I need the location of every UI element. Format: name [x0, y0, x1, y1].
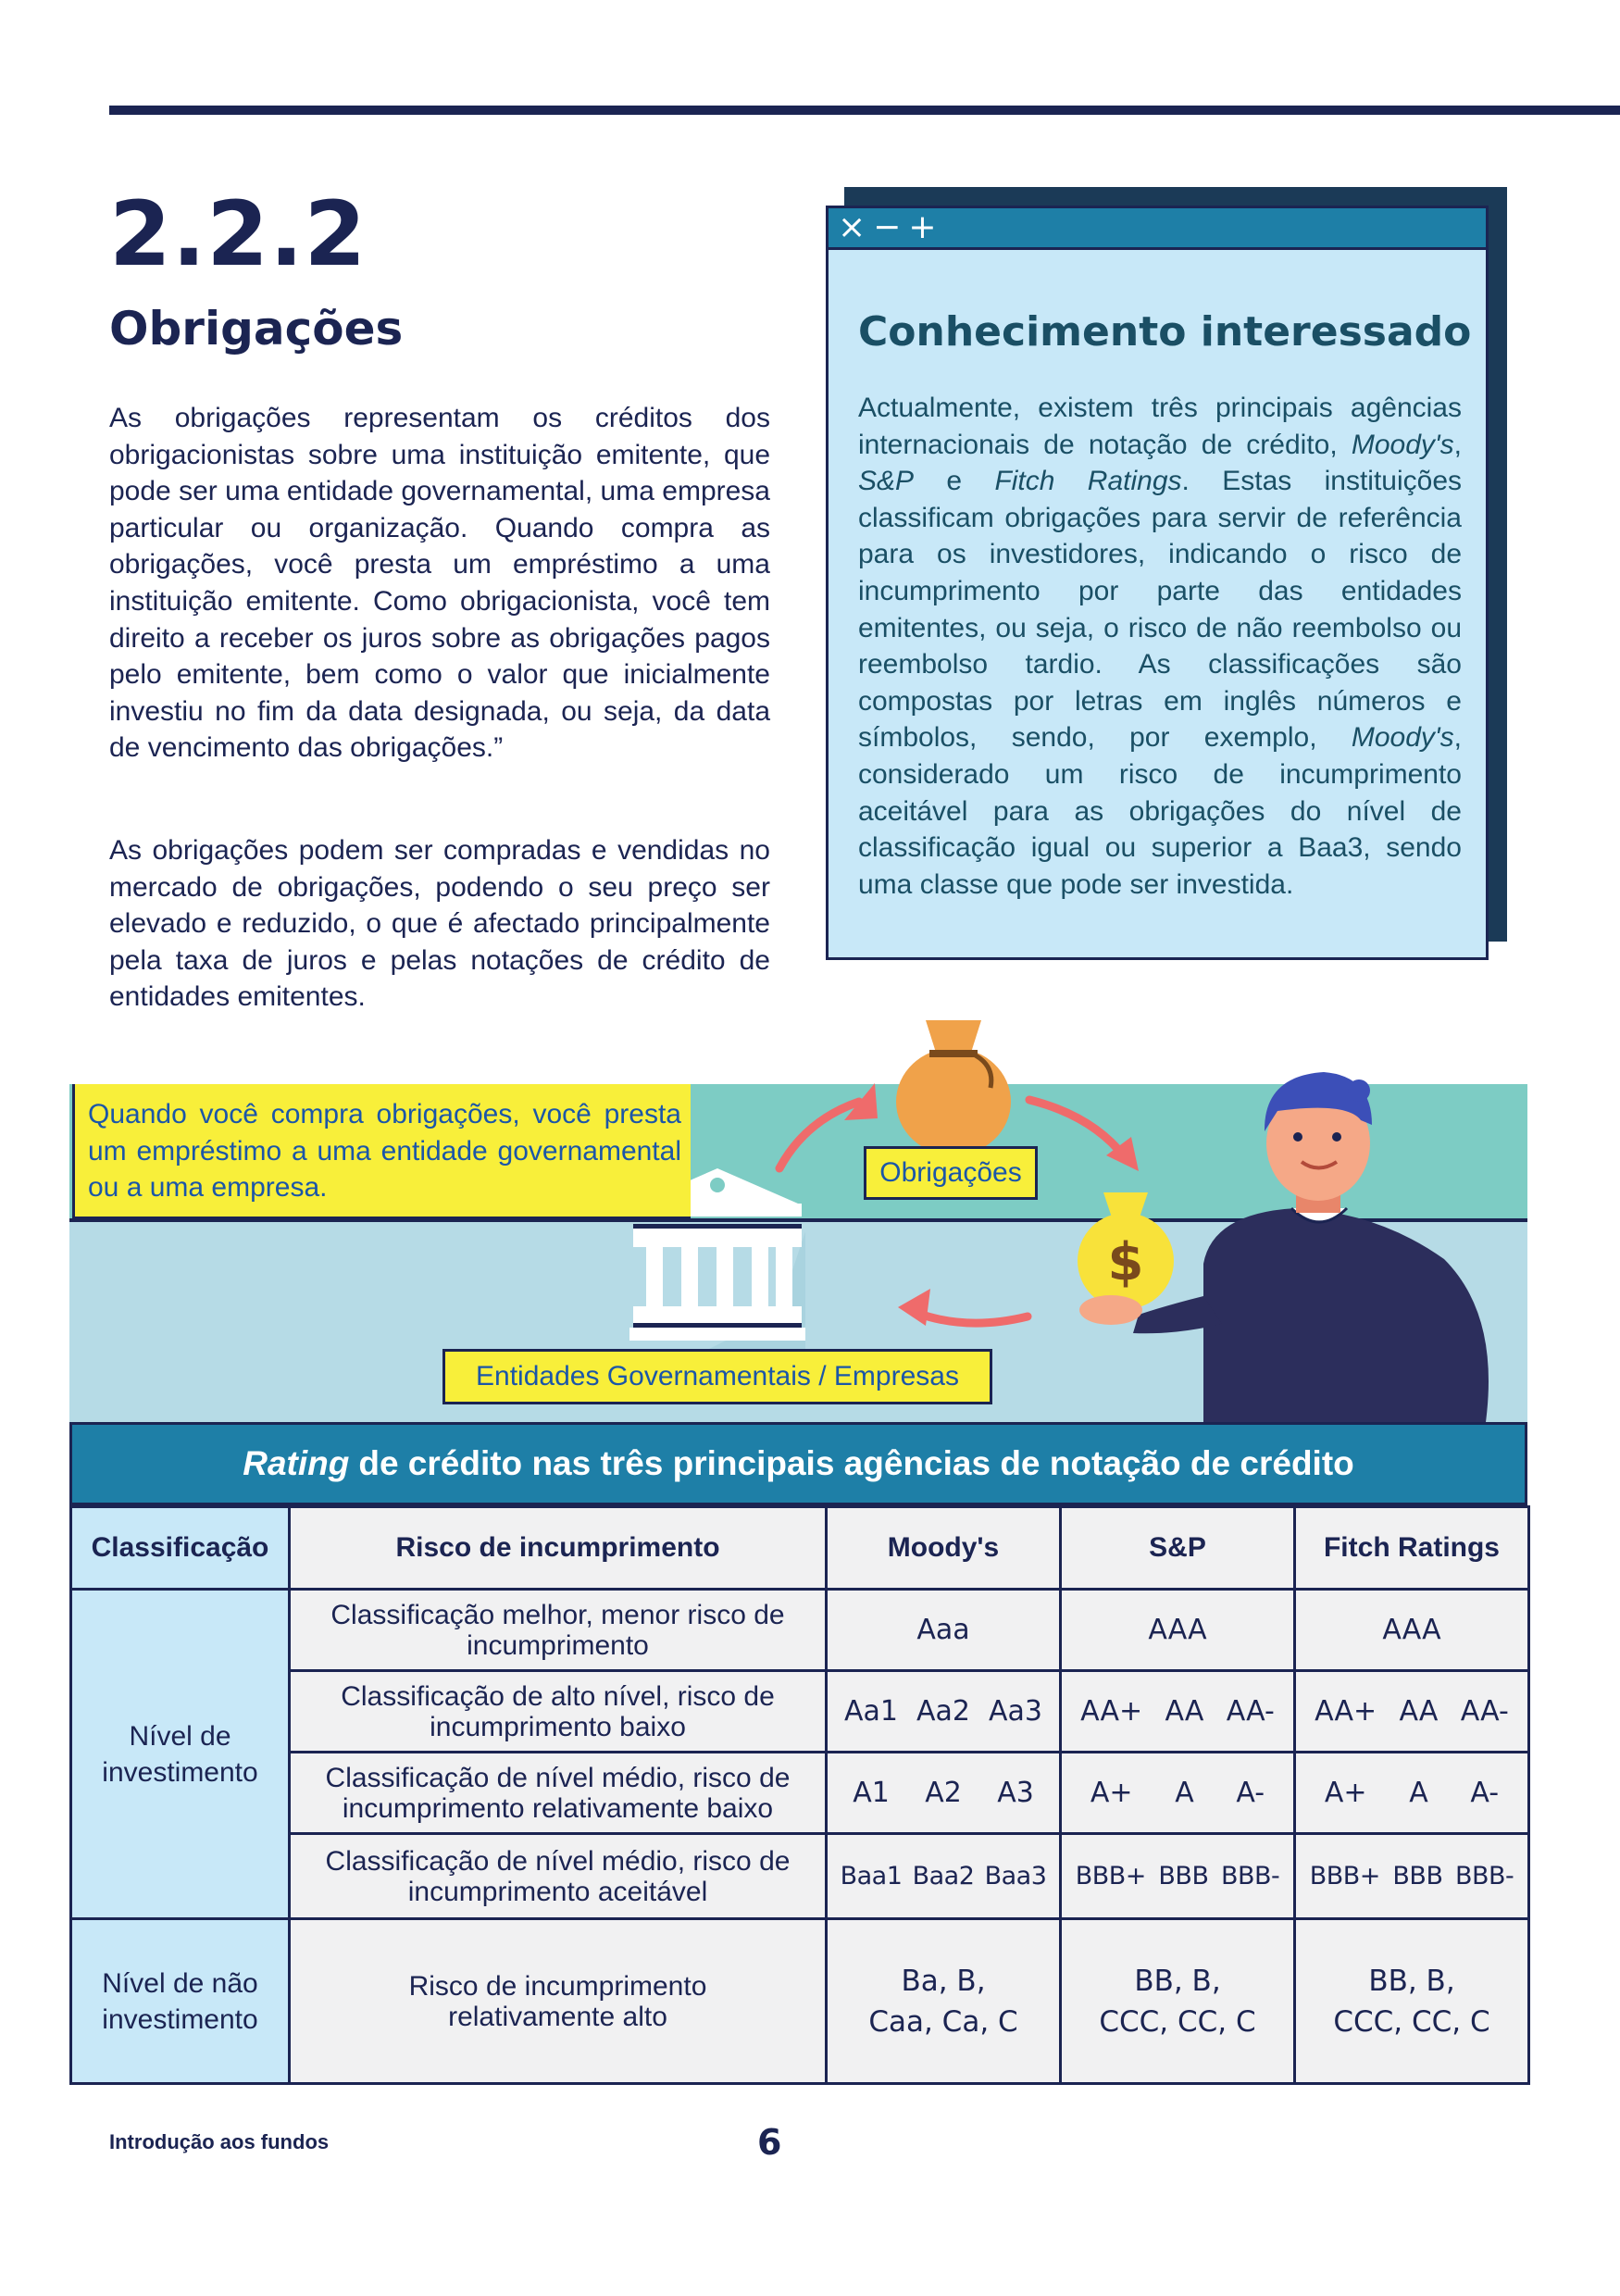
bonds-label: Obrigações — [864, 1146, 1038, 1200]
sp-rating: AAA — [1061, 1590, 1295, 1671]
agency-name: Fitch Ratings — [994, 466, 1182, 497]
table-row — [71, 1919, 1529, 2084]
sp-rating: AA+ AA AA- — [1061, 1671, 1295, 1753]
header-sp: S&P — [1061, 1507, 1295, 1590]
moodys-rating: A1 A2 A3 — [827, 1753, 1061, 1834]
fitch-rating: A+ A A- — [1295, 1753, 1529, 1834]
header-classification: Classificação — [71, 1507, 290, 1590]
fitch-rating: BBB+ BBB BBB- — [1295, 1834, 1529, 1919]
arrow-head — [898, 1289, 930, 1326]
table-title — [69, 1422, 1527, 1505]
expand-icon[interactable]: + — [908, 208, 937, 246]
body-paragraph: As obrigações podem ser compradas e vendidas no mercado de obrigações, podendo o seu preço ser elevado e reduzido, o que é afectado principalmente pela taxa de juros e pelas notações de crédito de entidades emitentes. — [109, 835, 770, 1013]
illustration-callout: Quando você compra obrigações, você presta um empréstimo a uma entidade governamental ou a uma empresa. — [72, 1084, 691, 1219]
table-title-italic: Rating — [243, 1444, 350, 1482]
table-row — [71, 1590, 1529, 1671]
table-row — [71, 1834, 1529, 1919]
info-window-title: Conhecimento interessado — [858, 308, 1472, 356]
dollar-sign: $ — [1107, 1232, 1144, 1292]
header-risk: Risco de incumprimento — [290, 1507, 827, 1590]
table-row — [71, 1753, 1529, 1834]
footer-title: Introdução aos fundos — [109, 2130, 330, 2153]
credit-rating-table — [69, 1505, 1530, 2085]
minimize-icon[interactable]: − — [873, 208, 902, 246]
info-window-text: Actualmente, existem três principais agências internacionais de notação de crédito, Moody's, S&P e Fitch Ratings. Estas instituições classificam obrigações para servir de referência para os investidores, indicando o risco de incumprimento por parte das entidades emitentes, ou seja, o risco de não reembolso ou reembolso tardio. As classificações são compostas por letras em inglês números e símbolos, sendo, por exemplo, Moody's, considerado um risco de incumprimento aceitável para as obrigações do nível de classificação igual ou superior a Baa3, sendo uma classe que pode ser investida. — [858, 393, 1463, 900]
risk-cell: Classificação de alto nível, risco de incumprimento baixo — [290, 1671, 827, 1753]
money-bag-icon — [896, 1020, 1011, 1155]
moodys-rating: Aaa — [827, 1590, 1061, 1671]
risk-cell: Risco de incumprimento relativamente alto — [290, 1919, 827, 2084]
table-title-text: de crédito nas três principais agências de notação de crédito — [358, 1444, 1354, 1482]
section-title: Obrigações — [109, 302, 404, 356]
moodys-rating: Baa1 Baa2 Baa3 — [827, 1834, 1061, 1919]
issuers-label: Entidades Governamentais / Empresas — [442, 1349, 992, 1404]
investment-level-cell: Nível de investimento — [71, 1590, 290, 1919]
risk-cell: Classificação de nível médio, risco de incumprimento relativamente baixo — [290, 1753, 827, 1834]
table-row — [71, 1671, 1529, 1753]
moodys-rating: Aa1 Aa2 Aa3 — [827, 1671, 1061, 1753]
table-header-row — [71, 1507, 1529, 1590]
agency-name: Moody's — [1351, 722, 1454, 754]
body-paragraph: As obrigações representam os créditos dos obrigacionistas sobre uma instituição emitente, que pode ser uma entidade governamental, uma empresa particular ou organização. Quando compra as obrigações, você presta um empréstimo a uma instituição emitente. Como obrigacionista, você tem direito a receber os juros sobre as obrigações pagos pelo emitente, bem como o valor que inicialmente investiu no fim da data designada, ou seja, da data de vencimento das obrigações.” — [109, 403, 770, 764]
agency-name: S&P — [858, 466, 915, 497]
fitch-rating: AAA — [1295, 1590, 1529, 1671]
sp-rating: BBB+ BBB BBB- — [1061, 1834, 1295, 1919]
moodys-rating: Ba, B, Caa, Ca, C — [827, 1919, 1061, 2084]
section-number: 2.2.2 — [109, 182, 368, 286]
risk-cell: Classificação melhor, menor risco de incumprimento — [290, 1590, 827, 1671]
sp-rating: BB, B, CCC, CC, C — [1061, 1919, 1295, 2084]
fitch-rating: BB, B, CCC, CC, C — [1295, 1919, 1529, 2084]
dollar-bag-icon — [1078, 1192, 1174, 1309]
header-moodys: Moody's — [827, 1507, 1061, 1590]
non-investment-level-cell: Nível de não investimento — [71, 1919, 290, 2084]
close-icon[interactable]: × — [838, 208, 866, 246]
header-fitch: Fitch Ratings — [1295, 1507, 1529, 1590]
page-number: 6 — [757, 2122, 782, 2163]
risk-cell: Classificação de nível médio, risco de incumprimento aceitável — [290, 1834, 827, 1919]
sp-rating: A+ A A- — [1061, 1753, 1295, 1834]
agency-name: Moody's — [1351, 429, 1454, 460]
fitch-rating: AA+ AA AA- — [1295, 1671, 1529, 1753]
